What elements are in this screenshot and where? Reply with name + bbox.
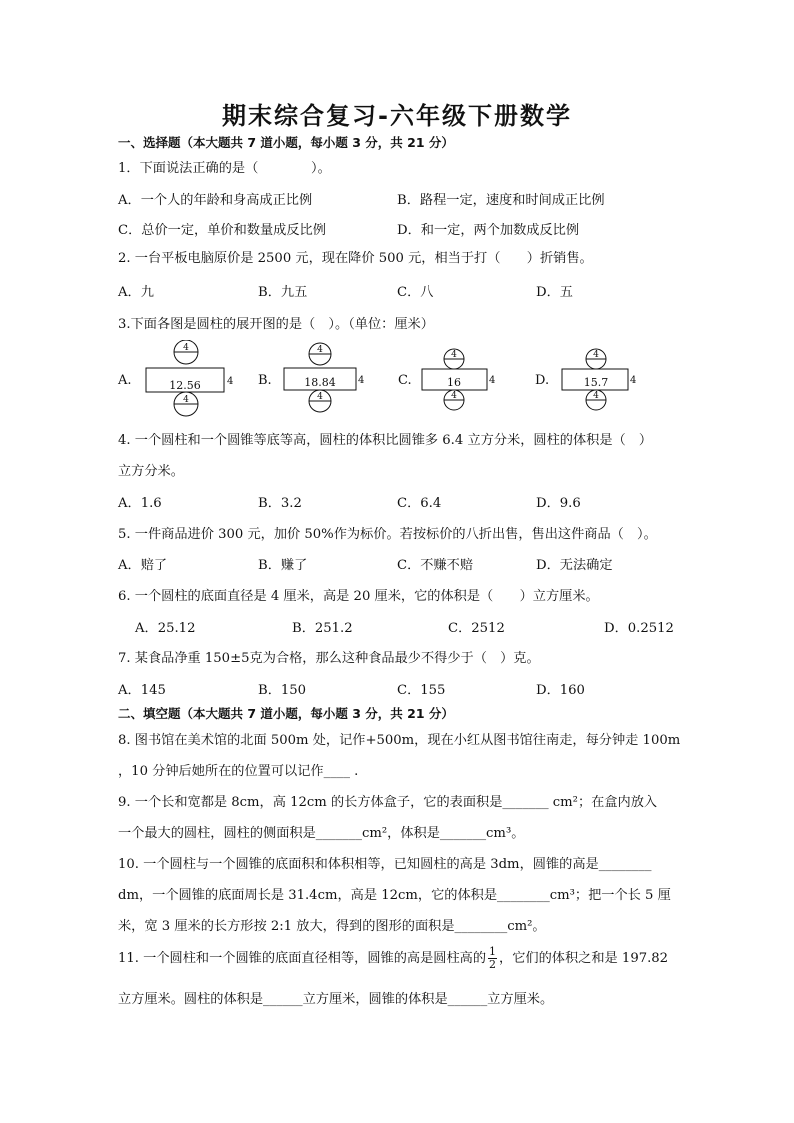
q4-option-c[interactable]: C．6.4 (397, 496, 442, 511)
q7-option-c[interactable]: C．155 (397, 683, 446, 698)
q10-line2: dm，一个圆锥的底面周长是 31.4cm，高是 12cm，它的体积是________cm³；把一个长 5 厘 (118, 888, 671, 903)
q3-figure-a-side-label: 4 (227, 376, 234, 387)
q2-stem: 2. 一台平板电脑原价是 2500 元，现在降价 500 元，相当于打（ ）折销售。 (118, 251, 593, 266)
q3-figure-d-letter: D. (535, 373, 550, 388)
q8-line2: ，10 分钟后她所在的位置可以记作____ . (118, 764, 359, 779)
q2-option-c[interactable]: C．八 (397, 285, 434, 300)
q3-figure-d-side-label: 4 (630, 375, 637, 386)
q3-figure-b-rect-label: 18.84 (304, 376, 336, 389)
q6-option-b[interactable]: B．251.2 (292, 621, 353, 636)
q6-option-c[interactable]: C．2512 (448, 621, 505, 636)
q3-figure-d[interactable] (535, 349, 636, 410)
q5-stem: 5. 一件商品进价 300 元，加价 50%作为标价。若按标价的八折出售，售出这件商品（ ）。 (118, 527, 657, 542)
section-heading-choice: 一、选择题（本大题共 7 道小题，每小题 3 分，共 21 分） (118, 135, 454, 150)
q11-fraction (488, 946, 497, 971)
q3-figure-c-top-label: 4 (451, 350, 457, 360)
q4-option-d[interactable]: D．9.6 (536, 496, 581, 511)
q11-fraction-denominator: 2 (489, 958, 497, 971)
q3-figure-b-bottom-label: 4 (317, 392, 323, 402)
page-title: 期末综合复习-六年级下册数学 (222, 102, 572, 130)
q9-line1: 9. 一个长和宽都是 8cm，高 12cm 的长方体盒子，它的表面积是_______ cm²；在盒内放入 (118, 795, 658, 810)
q3-figure-b-letter: B. (258, 373, 272, 388)
q3-figures (112, 340, 672, 420)
q4-option-a[interactable]: A．1.6 (118, 496, 162, 511)
q10-line3: 米，宽 3 厘米的长方形按 2:1 放大，得到的图形的面积是________cm²。 (118, 919, 546, 934)
q3-figure-d-rect-label: 15.7 (583, 376, 609, 389)
q6-option-a[interactable]: A．25.12 (135, 621, 196, 636)
q9-line2: 一个最大的圆柱，圆柱的侧面积是_______cm²，体积是_______cm³。 (118, 826, 525, 841)
q11-line1 (118, 946, 668, 971)
q3-figure-b-top-label: 4 (317, 345, 323, 355)
q4-stem-line2: 立方分米。 (118, 464, 184, 479)
q3-figure-c[interactable] (398, 349, 495, 410)
q6-option-d[interactable]: D．0.2512 (604, 621, 674, 636)
q7-option-b[interactable]: B．150 (258, 683, 307, 698)
q3-figure-a-rect-label: 12.56 (169, 379, 201, 392)
q1-stem: 1．下面说法正确的是（ ）。 (118, 161, 331, 176)
q5-option-c[interactable]: C．不赚不赔 (397, 558, 474, 573)
q5-option-a[interactable]: A．赔了 (118, 558, 168, 573)
q11-line1-after: ，它们的体积之和是 197.82 (499, 951, 669, 966)
q10-line1: 10. 一个圆柱与一个圆锥的底面积和体积相等，已知圆柱的高是 3dm，圆锥的高是________ (118, 857, 652, 872)
q3-figure-a[interactable] (117, 340, 233, 416)
q5-option-d[interactable]: D．无法确定 (536, 558, 613, 573)
q7-stem: 7. 某食品净重 150±5克为合格，那么这种食品最少不得少于（ ）克。 (118, 651, 540, 666)
q1-option-b[interactable]: B．路程一定，速度和时间成正比例 (397, 193, 605, 208)
q3-figure-b-side-label: 4 (358, 375, 365, 386)
q4-option-b[interactable]: B．3.2 (258, 496, 302, 511)
q2-option-d[interactable]: D．五 (536, 285, 573, 300)
q11-fraction-numerator: 1 (489, 945, 497, 958)
q3-figure-a-top-label: 4 (183, 343, 189, 353)
q11-line2: 立方厘米。圆柱的体积是______立方厘米，圆锥的体积是______立方厘米。 (118, 992, 554, 1007)
q1-option-d[interactable]: D．和一定，两个加数成反比例 (397, 223, 580, 238)
q3-figure-c-side-label: 4 (489, 375, 496, 386)
q3-figure-c-letter: C. (398, 373, 412, 388)
q3-stem: 3.下面各图是圆柱的展开图的是（ ）。（单位：厘米） (118, 317, 434, 332)
q2-option-b[interactable]: B．九五 (258, 285, 308, 300)
q3-figure-c-rect-label: 16 (447, 376, 461, 389)
q3-figure-a-bottom-label: 4 (183, 395, 189, 405)
q1-option-c[interactable]: C．总价一定，单价和数量成反比例 (118, 223, 326, 238)
q3-figure-b[interactable] (258, 343, 364, 412)
q7-option-a[interactable]: A．145 (118, 683, 166, 698)
q1-option-a[interactable]: A．一个人的年龄和身高成正比例 (118, 193, 313, 208)
q3-figure-a-letter: A. (118, 373, 132, 388)
q6-stem: 6. 一个圆柱的底面直径是 4 厘米，高是 20 厘米，它的体积是（ ）立方厘米。 (118, 589, 599, 604)
q11-line1-before: 11. 一个圆柱和一个圆锥的底面直径相等，圆锥的高是圆柱高的 (118, 951, 487, 966)
q3-figure-d-top-label: 4 (593, 350, 599, 360)
q2-option-a[interactable]: A．九 (118, 285, 154, 300)
q3-figure-c-bottom-label: 4 (451, 391, 457, 401)
q7-option-d[interactable]: D．160 (536, 683, 585, 698)
q3-figure-d-bottom-label: 4 (593, 391, 599, 401)
section-heading-fill: 二、填空题（本大题共 7 道小题，每小题 3 分，共 21 分） (118, 706, 454, 721)
q8-line1: 8. 图书馆在美术馆的北面 500m 处，记作+500m，现在小红从图书馆往南走，每分钟走 100m (118, 733, 681, 748)
q4-stem-line1: 4. 一个圆柱和一个圆锥等底等高，圆柱的体积比圆锥多 6.4 立方分米，圆柱的体积是（ ） (118, 433, 653, 448)
q5-option-b[interactable]: B．赚了 (258, 558, 308, 573)
